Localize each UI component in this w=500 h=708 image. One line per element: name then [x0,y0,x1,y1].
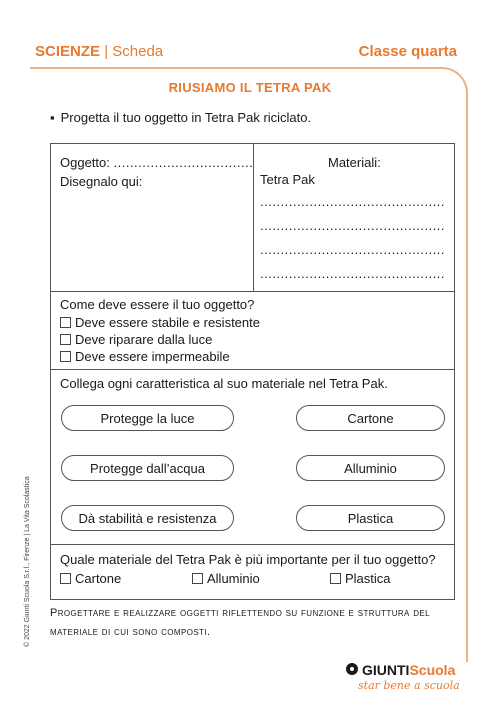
requirement-option: Deve essere stabile e resistente [75,315,260,330]
property-pill[interactable]: Protegge la luce [61,405,234,431]
material-line[interactable]: ............................................. [260,242,446,257]
logo-mark-icon [346,663,358,675]
worksheet-table [50,143,455,600]
choice-checkbox[interactable] [60,573,71,584]
requirement-checkbox[interactable] [60,334,71,345]
materials-label: Materiali: [328,155,381,170]
choice-option: Alluminio [207,571,260,586]
material-pill[interactable]: Plastica [296,505,445,531]
subject-header [35,43,163,60]
instruction [50,110,311,125]
materials-first: Tetra Pak [260,172,315,187]
logo-brand: GIUNTI [362,662,410,678]
divider-matching [51,544,454,545]
grade-label: Classe quarta [358,43,457,60]
choice-option: Cartone [75,571,122,586]
subject-label: SCIENZE [35,43,101,60]
material-pill[interactable]: Cartone [296,405,445,431]
instruction-bullet: ▪ [50,110,55,125]
property-pill[interactable]: Protegge dall’acqua [61,455,234,481]
sheet-type-label: Scheda [112,43,164,60]
divider-requirements [51,369,454,370]
logo-wordmark [362,662,455,678]
choice-question: Quale materiale del Tetra Pak è più importante per il tuo oggetto? [60,552,436,567]
choice-checkbox[interactable] [330,573,341,584]
publisher-logo [346,662,466,696]
choice-option: Plastica [345,571,391,586]
material-pill[interactable]: Alluminio [296,455,445,481]
draw-label: Disegnalo qui: [60,174,143,189]
instruction-text: Progetta il tuo oggetto in Tetra Pak riciclato. [60,110,312,125]
object-label: Oggetto: [60,155,110,170]
requirement-checkbox[interactable] [60,351,71,362]
requirement-option: Deve riparare dalla luce [75,332,213,347]
sheet-title: RIUSIAMO IL TETRA PAK [168,80,332,95]
matching-instruction: Collega ogni caratteristica al suo materiale nel Tetra Pak. [60,376,388,391]
material-line[interactable]: ............................................. [260,266,446,281]
divider-design [51,291,454,292]
material-line[interactable]: ............................................. [260,194,446,209]
header-separator: | [104,43,109,60]
requirement-checkbox[interactable] [60,317,71,328]
object-field[interactable] [60,155,253,170]
logo-tagline: star bene a scuola [358,679,460,692]
choice-checkbox[interactable] [192,573,203,584]
material-line[interactable]: ............................................. [260,218,446,233]
learning-objective: Progettare e realizzare oggetti riflettendo su funzione e struttura del materiale di cui sono composti. [50,607,431,638]
object-line: .................................. [113,155,254,170]
logo-brand-suffix: Scuola [409,662,456,678]
requirements-question: Come deve essere il tuo oggetto? [60,297,255,312]
requirement-option: Deve essere impermeabile [75,349,230,364]
copyright-notice: © 2022 Giunti Scuola S.r.l., Firenze | La Vita Scolastica [24,476,31,647]
property-pill[interactable]: Dà stabilità e resistenza [61,505,234,531]
